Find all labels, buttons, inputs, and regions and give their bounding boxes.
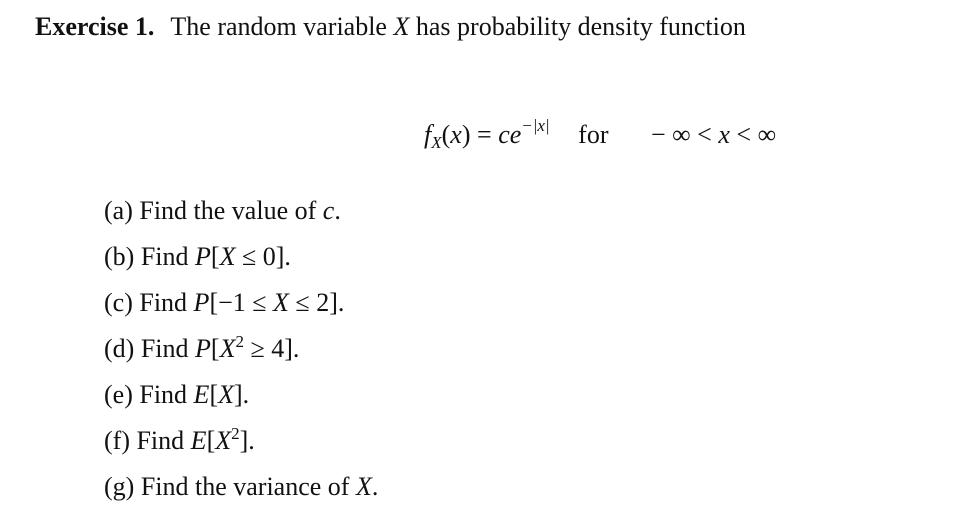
part-d [104, 332, 378, 378]
formula-exponent: −|x| [521, 116, 550, 135]
part-b-math: P [195, 242, 211, 271]
intro-tail: has probability density function [415, 12, 746, 41]
part-c [104, 286, 378, 332]
formula-argument: (x) [441, 120, 471, 149]
part-c-math: P [193, 288, 210, 317]
part-f-suffix-post: ]. [239, 426, 255, 455]
part-b-suffix: [X ≤ 0]. [210, 242, 291, 271]
part-g-suffix: . [371, 472, 379, 501]
part-f-math: E [190, 426, 207, 455]
part-f [104, 424, 378, 470]
formula-rhs: ce [498, 120, 522, 149]
part-g-prefix: (g) Find the variance of [104, 472, 356, 501]
exercise-heading [35, 12, 746, 42]
formula-f: f [424, 120, 432, 149]
part-b-prefix: (b) Find [104, 242, 195, 271]
part-e [104, 378, 378, 424]
part-e-suffix: [X]. [209, 380, 250, 409]
part-e-math: E [193, 380, 210, 409]
exercise-parts [104, 194, 378, 516]
part-c-prefix: (c) Find [104, 288, 194, 317]
part-a-suffix: . [334, 196, 341, 225]
part-g-math: X [355, 472, 372, 501]
part-f-prefix: (f) Find [104, 426, 191, 455]
part-a-math: c [322, 196, 335, 225]
part-e-prefix: (e) Find [104, 380, 194, 409]
formula-domain: − ∞ < x < ∞ [650, 120, 777, 149]
part-d-suffix-pre: [X [210, 334, 236, 363]
part-g [104, 470, 378, 516]
density-formula [424, 116, 777, 152]
formula-subscript: X [431, 133, 442, 152]
intro-text: The random variable [170, 12, 387, 41]
part-f-sup: 2 [231, 424, 240, 443]
part-a [104, 194, 378, 240]
part-d-sup: 2 [235, 332, 244, 351]
part-d-prefix: (d) Find [104, 334, 195, 363]
part-d-math: P [195, 334, 211, 363]
formula-for-word: for [578, 120, 609, 149]
part-d-suffix-post: ≥ 4]. [243, 334, 300, 363]
formula-equals: = [477, 120, 492, 149]
part-a-prefix: (a) Find the value of [104, 196, 323, 225]
part-f-suffix-pre: [X [206, 426, 232, 455]
part-b [104, 240, 378, 286]
exercise-label: Exercise 1. [35, 12, 155, 41]
part-c-suffix: [−1 ≤ X ≤ 2]. [209, 288, 345, 317]
intro-variable: X [393, 12, 410, 41]
